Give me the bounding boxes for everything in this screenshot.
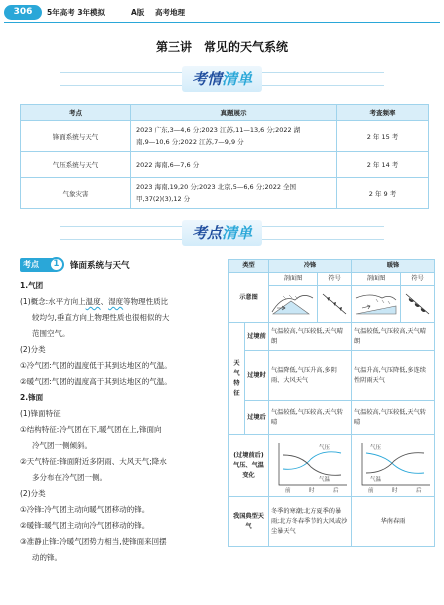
keyword: 温度	[85, 297, 101, 306]
text-line	[20, 294, 220, 310]
table-row	[229, 273, 435, 286]
change-row-label: (过境前后)气压、气温变化	[229, 435, 269, 497]
section-heading	[20, 257, 220, 273]
keyword: 湿度	[108, 297, 124, 306]
column-header: 考点	[21, 105, 131, 121]
warm-during-cell: 气温升高,气压降低,多连续性阴雨天气	[352, 351, 435, 401]
exam-cell	[131, 152, 337, 178]
warm-before-cell: 气温较低,气压较高,天气晴朗	[352, 323, 435, 351]
text-line: 冷气团一侧倾斜。	[32, 441, 92, 450]
temperature-label: 气温	[370, 476, 382, 483]
column-header: 考查频率	[337, 105, 429, 121]
example-row-label: 我国典型天气	[229, 497, 269, 547]
pressure-label: 气压	[319, 444, 331, 451]
section-view-header: 剖面图	[352, 273, 401, 286]
text-line: ②暖气团:气团的温度高于其到达地区的气温。	[20, 377, 172, 386]
symbol-header: 符号	[318, 273, 352, 286]
text-line: (2)分类	[20, 345, 46, 354]
section-title: 锋面系统与天气	[70, 261, 130, 271]
cold-after-cell: 气温较低,气压较高,天气转晴	[269, 401, 352, 435]
exam-line: 2023 海南,19,20 分;2023 北京,5—6,6 分;2022 全国	[136, 183, 297, 191]
weather-feature-label: 天气特征	[229, 323, 245, 435]
after-passage-label: 过境后	[245, 401, 269, 435]
exam-overview-banner	[0, 62, 444, 96]
text-line: 较均匀,垂直方向上物理性质也很相似的大	[32, 313, 170, 322]
front-comparison-table	[228, 259, 435, 547]
during-passage-label: 过境时	[245, 351, 269, 401]
cold-before-cell: 气温较高,气压较低,天气晴朗	[269, 323, 352, 351]
warm-front-symbol	[401, 286, 435, 323]
cold-front-profile-svg	[269, 286, 317, 322]
banner-title-part2: 清单	[222, 224, 253, 242]
banner-title	[182, 66, 262, 92]
text-line: ③准静止锋:冷暖气团势力相当,使锋面来回摆	[20, 537, 167, 546]
before-passage-label: 过境前	[245, 323, 269, 351]
exam-cell	[131, 178, 337, 209]
chapter-title: 第三讲 常见的天气系统	[155, 40, 288, 54]
temperature-label: 气温	[319, 476, 331, 483]
warm-graph-svg	[354, 437, 434, 495]
banner-title-part1: 考点	[191, 224, 222, 242]
text-line: 多分布在冷气团一侧。	[32, 473, 107, 482]
warm-front-profile-diagram	[352, 286, 401, 323]
text-span: (1)概念:水平方向上	[20, 297, 86, 306]
section-view-header: 剖面图	[269, 273, 318, 286]
book-subject: 高考地理	[155, 8, 185, 17]
text-line: ①冷锋:冷气团主动向暖气团移动的锋。	[20, 505, 150, 514]
left-column-text	[20, 278, 220, 566]
exam-cell	[131, 121, 337, 152]
symbol-header: 符号	[401, 273, 435, 286]
topic-cell: 锋面系统与天气	[21, 121, 131, 152]
before-tick: 前	[285, 487, 291, 494]
exam-frequency-table	[20, 104, 429, 209]
text-span: 、	[100, 297, 109, 306]
frequency-cell: 2 年 14 考	[337, 152, 429, 178]
exam-line: 2023 广东,3—4,6 分;2023 江苏,11—13,6 分;2022 湖	[136, 126, 301, 134]
text-line: ①结构特征:冷气团在下,暖气团在上,锋面向	[20, 425, 162, 434]
topic-list-banner	[0, 216, 444, 250]
banner-title-part1: 考情	[191, 70, 222, 88]
before-tick: 前	[368, 487, 374, 494]
text-line: (1)锋面特征	[20, 409, 61, 418]
cold-graph-svg	[271, 437, 351, 495]
text-span: 等物理性质比	[123, 297, 169, 306]
exam-line: 南,9—10,6 分;2022 江苏,7—9,9 分	[136, 138, 244, 146]
cold-front-profile-diagram	[269, 286, 318, 323]
section-number: 1	[49, 257, 64, 272]
table-row	[229, 351, 435, 401]
text-line: ②天气特征:锋面附近多阴雨、大风天气;降水	[20, 457, 167, 466]
frequency-cell: 2 年 15 考	[337, 121, 429, 152]
exam-line: 2022 海南,6—7,6 分	[136, 160, 200, 169]
warm-front-profile-svg	[352, 286, 400, 322]
frequency-cell: 2 年 9 考	[337, 178, 429, 209]
table-row	[229, 435, 435, 497]
book-edition: A版	[131, 8, 145, 17]
warm-after-cell: 气温较高,气压较低,天气转晴	[352, 401, 435, 435]
page-number-badge: 306	[4, 5, 42, 20]
text-line: 动的锋。	[32, 553, 62, 562]
exam-line: 甲,37(2)(3),12 分	[136, 195, 191, 203]
diagram-row-label: 示意图	[229, 273, 269, 323]
warm-front-change-graph	[352, 435, 435, 497]
table-header-row	[21, 105, 429, 121]
type-header: 类型	[229, 260, 269, 273]
section-tag: 考点	[20, 258, 58, 272]
cold-during-cell: 气温降低,气压升高,多阴雨、大风天气	[269, 351, 352, 401]
table-row	[229, 323, 435, 351]
warm-front-header: 暖锋	[352, 260, 435, 273]
table-row	[21, 152, 429, 178]
page-header	[0, 0, 444, 24]
table-row	[229, 260, 435, 273]
subheading: 2.锋面	[20, 393, 44, 402]
during-tick: 时	[309, 487, 315, 494]
during-tick: 时	[392, 487, 398, 494]
book-series: 5年高考 3年模拟	[47, 8, 106, 17]
subheading: 1.气团	[20, 281, 44, 290]
topic-cell: 气压系统与天气	[21, 152, 131, 178]
warm-front-symbol-svg	[401, 286, 434, 322]
table-row	[229, 401, 435, 435]
text-line: 范围空气。	[32, 329, 70, 338]
table-row	[21, 178, 429, 209]
cold-front-symbol-svg	[318, 286, 351, 322]
banner-title-part2: 清单	[222, 70, 253, 88]
topic-cell: 气象灾害	[21, 178, 131, 209]
header-divider	[4, 22, 440, 23]
after-tick: 后	[416, 487, 422, 494]
cold-front-header: 冷锋	[269, 260, 352, 273]
column-header: 真题展示	[131, 105, 337, 121]
warm-example-cell: 华南春雨	[352, 497, 435, 547]
cold-example-cell: 冬季的寒潮;北方夏季的暴雨;北方冬春季节的大风或沙尘暴天气	[269, 497, 352, 547]
table-row	[229, 497, 435, 547]
text-line: (2)分类	[20, 489, 46, 498]
text-line: ②暖锋:暖气团主动向冷气团移动的锋。	[20, 521, 150, 530]
table-row	[21, 121, 429, 152]
cold-front-symbol	[318, 286, 352, 323]
banner-title	[182, 220, 262, 246]
after-tick: 后	[333, 487, 339, 494]
pressure-label: 气压	[370, 444, 382, 451]
text-line: ①冷气团:气团的温度低于其到达地区的气温。	[20, 361, 172, 370]
cold-front-change-graph	[269, 435, 352, 497]
